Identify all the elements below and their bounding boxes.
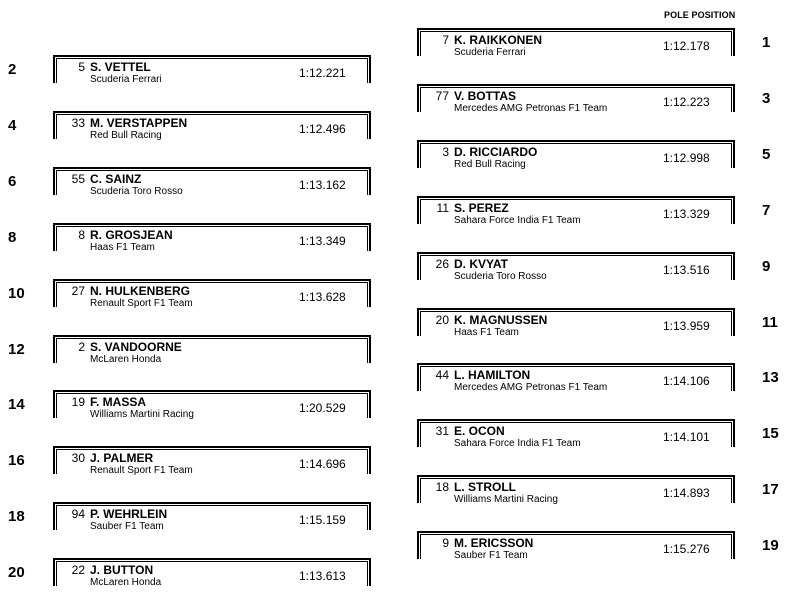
lap-time: 1:12.223 [663, 94, 710, 109]
driver-name: J. BUTTON [90, 563, 154, 578]
car-number: 19 [71, 395, 85, 410]
lap-time: 1:14.893 [663, 486, 710, 501]
grid-slot [417, 140, 735, 168]
grid-slot [417, 84, 735, 112]
grid-position-number: 8 [8, 228, 17, 246]
driver-name: K. MAGNUSSEN [454, 312, 548, 327]
lap-time: 1:20.529 [299, 401, 346, 416]
lap-time: 1:13.349 [299, 233, 346, 248]
grid-position-number: 10 [8, 284, 25, 302]
lap-time: 1:12.998 [663, 150, 710, 165]
driver-name: M. VERSTAPPEN [90, 115, 188, 130]
team-name: Williams Martini Racing [90, 409, 194, 421]
driver-name: C. SAINZ [90, 171, 142, 186]
car-number: 2 [78, 339, 85, 354]
car-number: 20 [435, 312, 449, 327]
driver-name: M. ERICSSON [454, 536, 534, 551]
team-name: Haas F1 Team [454, 326, 519, 338]
grid-slot [53, 335, 371, 363]
driver-name: N. HULKENBERG [90, 283, 191, 298]
team-name: Mercedes AMG Petronas F1 Team [454, 102, 608, 114]
grid-slot [417, 531, 735, 562]
lap-time: 1:12.496 [299, 121, 346, 136]
lap-time: 1:13.162 [299, 177, 346, 192]
driver-name: L. HAMILTON [454, 368, 531, 383]
car-number: 26 [435, 256, 449, 271]
car-number: 33 [71, 115, 85, 130]
car-number: 22 [71, 563, 85, 578]
team-name: Renault Sport F1 Team [90, 297, 193, 309]
grid-position-number: 15 [762, 425, 779, 443]
car-number: 44 [435, 368, 449, 383]
car-number: 77 [435, 88, 449, 103]
grid-position-number: 20 [8, 564, 25, 582]
grid-slot [417, 28, 735, 56]
grid-position-number: 6 [8, 172, 17, 190]
driver-name: E. OCON [454, 424, 505, 439]
team-name: Haas F1 Team [90, 241, 155, 253]
grid-slot [53, 111, 371, 139]
lap-time: 1:15.159 [299, 513, 346, 528]
car-number: 18 [435, 480, 449, 495]
driver-name: L. STROLL [454, 480, 516, 495]
team-name: Scuderia Toro Rosso [454, 270, 547, 282]
grid-slot [53, 167, 371, 195]
grid-slot [417, 308, 735, 336]
grid-slot [53, 223, 371, 251]
lap-time: 1:12.221 [299, 66, 346, 80]
lap-time: 1:12.178 [663, 39, 710, 53]
grid-position-number: 5 [762, 145, 771, 163]
lap-time: 1:13.329 [663, 206, 710, 221]
driver-name: P. WEHRLEIN [90, 507, 168, 522]
grid-position-number: 17 [762, 481, 779, 499]
grid-position-number: 2 [8, 61, 17, 78]
grid-position-number: 4 [8, 116, 17, 134]
grid-position-number: 1 [762, 34, 771, 51]
grid-position-number: 7 [762, 201, 771, 219]
driver-name: D. RICCIARDO [454, 144, 538, 159]
lap-time: 1:14.101 [663, 430, 710, 445]
grid-position-number: 18 [8, 508, 25, 526]
car-number: 5 [78, 60, 85, 74]
grid-slot [53, 558, 371, 589]
team-name: Scuderia Toro Rosso [90, 185, 183, 197]
grid-slot [417, 363, 735, 394]
driver-name: K. RAIKKONEN [454, 33, 543, 47]
driver-name: F. MASSA [90, 395, 147, 410]
lap-time: 1:13.516 [663, 262, 710, 277]
driver-name: V. BOTTAS [454, 88, 517, 103]
team-name: Sahara Force India F1 Team [454, 438, 581, 450]
team-name: Renault Sport F1 Team [90, 465, 193, 477]
grid-slot [417, 475, 735, 506]
lap-time: 1:14.696 [299, 457, 346, 472]
pole-position-label: POLE POSITION [664, 10, 736, 20]
driver-name: R. GROSJEAN [90, 227, 173, 242]
team-name: Scuderia Ferrari [90, 74, 162, 85]
grid-position-number: 9 [762, 257, 771, 275]
car-number: 30 [71, 451, 85, 466]
team-name: Sauber F1 Team [454, 550, 528, 562]
car-number: 9 [442, 536, 449, 551]
driver-name: D. KVYAT [454, 256, 509, 271]
team-name: Red Bull Racing [90, 129, 162, 141]
team-name: Mercedes AMG Petronas F1 Team [454, 382, 608, 394]
team-name: Sahara Force India F1 Team [454, 214, 581, 226]
driver-name: J. PALMER [90, 451, 154, 466]
grid-slot [53, 279, 371, 307]
driver-name: S. VETTEL [90, 60, 151, 74]
lap-time: 1:14.106 [663, 374, 710, 389]
lap-time: 1:13.628 [299, 289, 346, 304]
team-name: Williams Martini Racing [454, 494, 558, 506]
driver-name: S. PEREZ [454, 200, 509, 215]
car-number: 3 [442, 144, 449, 159]
team-name: Sauber F1 Team [90, 521, 164, 533]
grid-position-number: 12 [8, 340, 25, 358]
grid-slot [417, 419, 735, 450]
team-name: McLaren Honda [90, 577, 162, 589]
car-number: 11 [436, 200, 449, 215]
lap-time: 1:15.276 [663, 542, 710, 557]
car-number: 94 [71, 507, 85, 522]
grid-slot [53, 446, 371, 477]
grid-slot [53, 55, 371, 83]
driver-name: S. VANDOORNE [90, 339, 182, 354]
grid-position-number: 3 [762, 89, 771, 107]
grid-position-number: 11 [762, 313, 778, 331]
car-number: 31 [435, 424, 449, 439]
car-number: 55 [71, 171, 85, 186]
lap-time: 1:13.959 [663, 318, 710, 333]
lap-time: 1:13.613 [299, 569, 346, 584]
car-number: 7 [442, 33, 449, 47]
grid-slot [417, 196, 735, 224]
grid-position-number: 13 [762, 369, 779, 387]
car-number: 8 [78, 227, 85, 242]
grid-position-number: 16 [8, 452, 25, 470]
team-name: McLaren Honda [90, 353, 162, 365]
grid-slot [53, 390, 371, 421]
car-number: 27 [71, 283, 85, 298]
grid-slot [417, 252, 735, 280]
grid-slot [53, 502, 371, 533]
team-name: Scuderia Ferrari [454, 47, 526, 58]
grid-position-number: 19 [762, 537, 779, 555]
grid-position-number: 14 [8, 396, 25, 414]
team-name: Red Bull Racing [454, 158, 526, 170]
